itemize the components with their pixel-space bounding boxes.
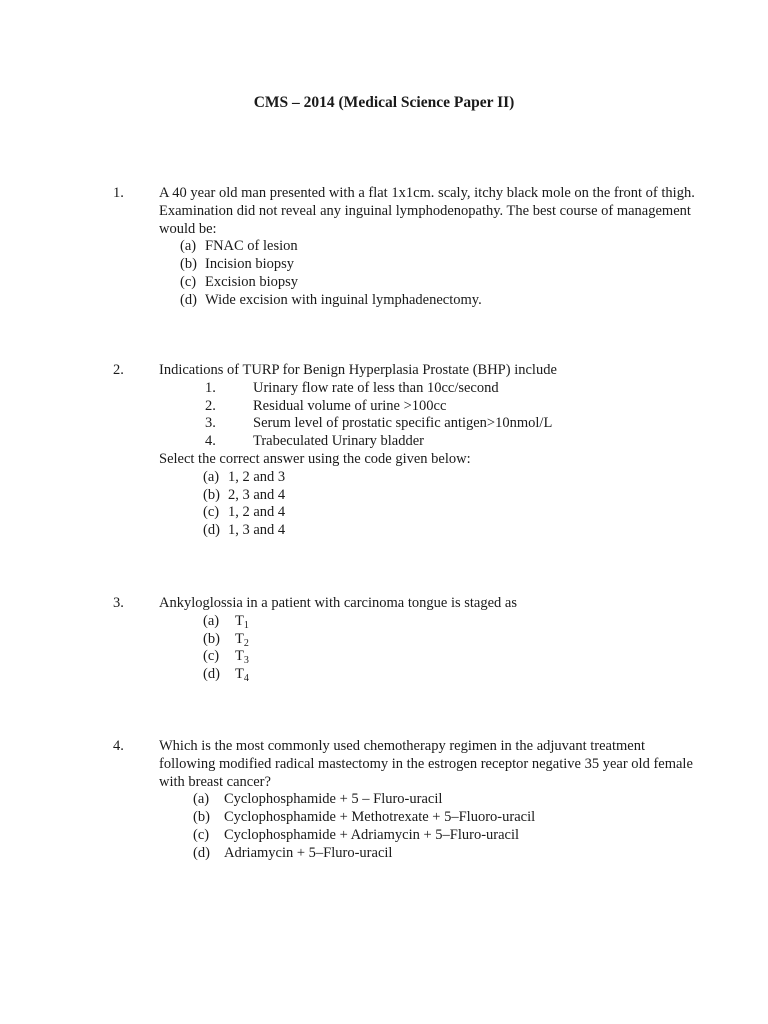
statement-4 [205, 433, 699, 451]
option-label: (a) [203, 468, 220, 485]
question-stem: Which is the most commonly used chemotherapy regimen in the adjuvant treatment following modified radical mastectomy in the estrogen receptor negative 35 year old female with breast cancer? [159, 738, 693, 790]
question-number: 1. [113, 185, 124, 201]
option-d [203, 666, 699, 684]
statement-number: 4. [205, 433, 216, 450]
option-text: FNAC of lesion [205, 238, 298, 255]
option-text: 1, 2 and 3 [228, 468, 286, 485]
question-stem: Ankyloglossia in a patient with carcinoma tongue is staged as [159, 595, 517, 611]
page-title: CMS – 2014 (Medical Science Paper II) [253, 94, 515, 111]
option-a [203, 613, 699, 631]
option-text: $T_2$ [235, 630, 249, 649]
option-a [203, 469, 699, 487]
option-text: Excision biopsy [205, 273, 299, 290]
statement-number: 3. [205, 415, 216, 432]
option-label: (b) [203, 630, 220, 647]
statement-text: Residual volume of urine >100cc [253, 397, 447, 414]
option-text: Cyclophosphamide + 5 – Fluro-uracil [224, 791, 443, 808]
option-text: Adriamycin + 5–Fluro-uracil [224, 844, 393, 861]
option-b [203, 631, 699, 649]
option-label: (a) [180, 238, 197, 255]
option-label: (c) [203, 648, 220, 665]
statement-text: Urinary flow rate of less than 10cc/second [253, 379, 499, 396]
option-c [203, 504, 699, 522]
option-c [203, 648, 699, 666]
question-number: 2. [113, 362, 124, 378]
statement-number: 2. [205, 397, 216, 414]
option-text: Wide excision with inguinal lymphadenectomy. [205, 291, 482, 308]
option-b [203, 487, 699, 505]
options-list [159, 791, 699, 862]
statement-2 [205, 398, 699, 416]
option-a [180, 238, 699, 256]
option-text: 2, 3 and 4 [228, 486, 286, 503]
option-label: (a) [193, 791, 210, 808]
question-stem: Indications of TURP for Benign Hyperplasia Prostate (BHP) include [159, 362, 557, 378]
options-list [159, 469, 699, 540]
option-c [193, 827, 699, 845]
option-label: (c) [193, 826, 210, 843]
options-list [159, 238, 699, 309]
instruction-text: Select the correct answer using the code given below: [159, 450, 471, 467]
option-d [193, 845, 699, 863]
option-c [180, 274, 699, 292]
option-label: (d) [180, 291, 197, 308]
option-b [193, 809, 699, 827]
option-text: 1, 2 and 4 [228, 504, 286, 521]
question-number: 3. [113, 595, 124, 611]
option-label: (d) [203, 666, 220, 683]
option-text: $T_3$ [235, 648, 249, 667]
statement-3 [205, 415, 699, 433]
option-a [193, 791, 699, 809]
option-label: (a) [203, 612, 220, 629]
option-label: (d) [203, 522, 220, 539]
option-text: $T_4$ [235, 666, 249, 685]
option-label: (b) [193, 809, 210, 826]
option-label: (b) [180, 256, 197, 273]
option-label: (c) [180, 273, 197, 290]
option-label: (c) [203, 504, 220, 521]
statement-text: Serum level of prostatic specific antigen>10nmol/L [253, 415, 553, 432]
option-text: $T_1$ [235, 612, 249, 631]
options-list [159, 613, 699, 684]
statement-text: Trabeculated Urinary bladder [253, 433, 424, 450]
option-d [180, 292, 699, 310]
question-number: 4. [113, 738, 124, 754]
option-text: Incision biopsy [205, 256, 295, 273]
option-text: Cyclophosphamide + Methotrexate + 5–Fluoro-uracil [224, 809, 536, 826]
option-d [203, 522, 699, 540]
option-label: (b) [203, 486, 220, 503]
option-b [180, 256, 699, 274]
question-stem: A 40 year old man presented with a flat 1x1cm. scaly, itchy black mole on the front of thigh. Examination did not reveal any inguinal lymphodenopathy. The best course of management would be: [159, 185, 695, 237]
option-text: Cyclophosphamide + Adriamycin + 5–Fluro-uracil [224, 826, 520, 843]
option-text: 1, 3 and 4 [228, 522, 286, 539]
statement-number: 1. [205, 379, 216, 396]
option-label: (d) [193, 844, 210, 861]
statements-list [159, 380, 699, 451]
statement-1 [205, 380, 699, 398]
